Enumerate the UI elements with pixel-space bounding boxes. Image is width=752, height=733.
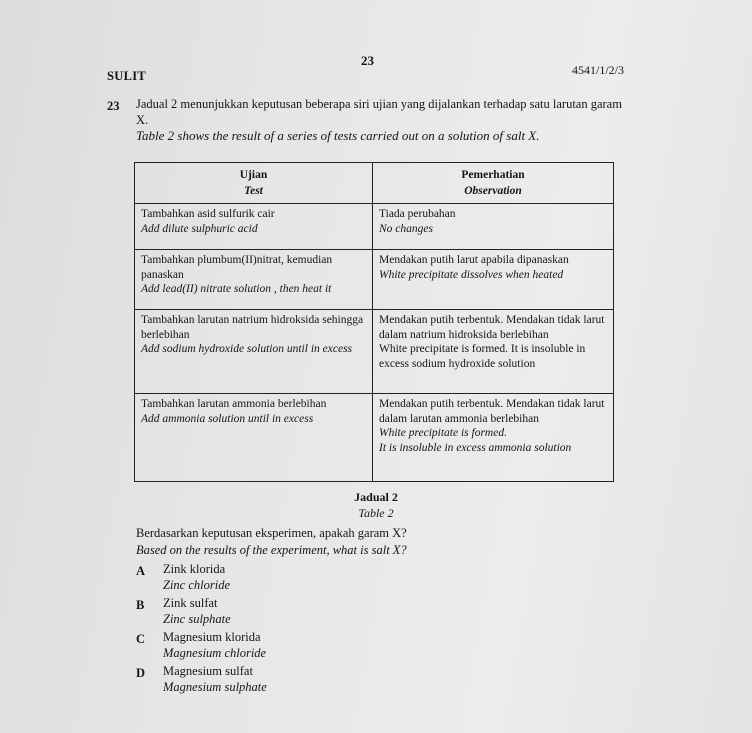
- test-english: Add dilute sulphuric acid: [141, 222, 258, 235]
- test-cell: [135, 204, 373, 250]
- table-row: [135, 204, 614, 250]
- option-c-english: Magnesium chloride: [163, 646, 267, 660]
- observation-malay: Mendakan putih terbentuk. Mendakan tidak larut dalam larutan ammonia berlebihan: [379, 398, 605, 425]
- header-test-english: Test: [244, 185, 263, 197]
- table-caption-english: Table 2: [358, 506, 394, 520]
- test-cell: [135, 250, 373, 310]
- test-english: Add lead(II) nitrate solution , then heat it: [141, 283, 332, 296]
- test-english: Add sodium hydroxide solution until in excess: [141, 343, 353, 356]
- results-table: [134, 162, 614, 482]
- observation-malay: Mendakan putih larut apabila dipanaskan: [379, 254, 569, 266]
- observation-cell: [373, 394, 614, 482]
- classification-label: SULIT: [107, 69, 147, 83]
- observation-cell: [373, 204, 614, 250]
- option-d-malay: Magnesium sulfat: [163, 664, 253, 678]
- observation-cell: [373, 310, 614, 394]
- test-cell: [135, 394, 373, 482]
- header-observation-malay: Pemerhatian: [461, 169, 525, 181]
- observation-cell: [373, 250, 614, 310]
- test-english: Add ammonia solution until in excess: [141, 412, 314, 425]
- observation-english-2: It is insoluble in excess ammonia solution: [379, 441, 572, 454]
- question-text-english: Table 2 shows the result of a series of tests carried out on a solution of salt X.: [136, 128, 540, 143]
- table-header-row: [135, 163, 614, 204]
- observation-english: White precipitate dissolves when heated: [379, 268, 564, 281]
- option-letter: C: [136, 632, 146, 646]
- question-text-malay: Jadual 2 menunjukkan keputusan beberapa siri ujian yang dijalankan terhadap satu larutan garam X.: [136, 97, 622, 127]
- option-d-english: Magnesium sulphate: [163, 680, 267, 694]
- test-malay: Tambahkan asid sulfurik cair: [141, 208, 275, 220]
- observation-malay: Tiada perubahan: [379, 208, 456, 220]
- option-b-english: Zinc sulphate: [163, 612, 231, 626]
- table-caption-malay: Jadual 2: [354, 490, 398, 504]
- prompt-english: Based on the results of the experiment, what is salt X?: [136, 543, 407, 557]
- header-test: [135, 163, 373, 204]
- observation-english: No changes: [379, 222, 433, 235]
- option-letter: A: [136, 564, 146, 578]
- paper-code: 4541/1/2/3: [572, 63, 625, 77]
- test-malay: Tambahkan plumbum(II)nitrat, kemudian panaskan: [141, 254, 333, 281]
- header-test-malay: Ujian: [239, 169, 268, 181]
- option-a-malay: Zink klorida: [163, 562, 226, 576]
- question-number: 23: [107, 99, 120, 113]
- option-d[interactable]: [136, 664, 145, 682]
- observation-english: White precipitate is formed.: [379, 427, 507, 440]
- option-c-malay: Magnesium klorida: [163, 630, 261, 644]
- test-malay: Tambahkan larutan ammonia berlebihan: [141, 398, 327, 410]
- test-cell: [135, 310, 373, 394]
- observation-english: White precipitate is formed. It is insoluble in excess sodium hydroxide solution: [379, 343, 586, 370]
- option-letter: D: [136, 666, 146, 680]
- table-row: [135, 310, 614, 394]
- page-number: 23: [361, 53, 374, 68]
- prompt-malay: Berdasarkan keputusan eksperimen, apakah garam X?: [136, 526, 407, 540]
- header-observation-english: Observation: [464, 185, 522, 197]
- observation-malay: Mendakan putih terbentuk. Mendakan tidak larut dalam natrium hidroksida berlebihan: [379, 314, 605, 341]
- option-a[interactable]: [136, 562, 145, 580]
- option-c[interactable]: [136, 630, 145, 648]
- option-b[interactable]: [136, 596, 144, 614]
- option-letter: B: [136, 598, 145, 612]
- header-observation: [373, 163, 614, 204]
- option-a-english: Zinc chloride: [163, 578, 231, 592]
- table-row: [135, 250, 614, 310]
- option-b-malay: Zink sulfat: [163, 596, 218, 610]
- test-malay: Tambahkan larutan natrium hidroksida sehingga berlebihan: [141, 314, 364, 341]
- table-row: [135, 394, 614, 482]
